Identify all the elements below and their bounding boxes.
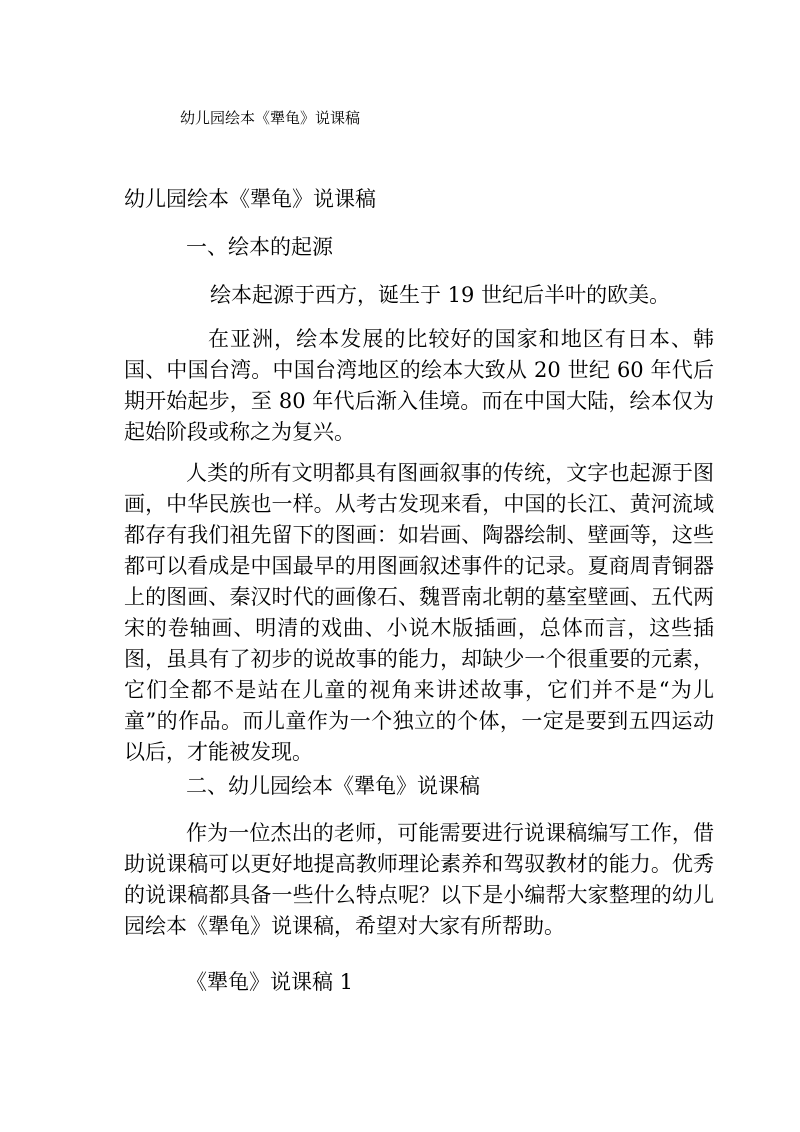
page-header: 幼儿园绘本《犟龟》说课稿 bbox=[180, 109, 361, 127]
lesson-subheading: 《犟龟》说课稿 1 bbox=[186, 970, 354, 994]
paragraph-origin-west: 绘本起源于西方，诞生于 19 世纪后半叶的欧美。 bbox=[210, 283, 671, 307]
document-title: 幼儿园绘本《犟龟》说课稿 bbox=[124, 187, 376, 211]
section-heading-origin: 一、绘本的起源 bbox=[186, 235, 333, 259]
section-heading-lesson: 二、幼儿园绘本《犟龟》说课稿 bbox=[186, 774, 480, 798]
paragraph-asia: 在亚洲，绘本发展的比较好的国家和地区有日本、韩国、中国台湾。中国台湾地区的绘本大致从 20 世纪 60 年代后期开始起步，至 80 年代后渐入佳境。而在中国大陆，绘本仅为起始阶段或称之为复兴。 bbox=[124, 327, 714, 444]
paragraph-history: 人类的所有文明都具有图画叙事的传统，文字也起源于图画，中华民族也一样。从考古发现来看，中国的长江、黄河流域都存有我们祖先留下的图画：如岩画、陶器绘制、壁画等，这些都可以看成是中国最早的用图画叙述事件的记录。夏商周青铜器上的图画、秦汉时代的画像石、魏晋南北朝的墓室壁画、五代两宋的卷轴画、明清的戏曲、小说木版插画，总体而言，这些插图，虽具有了初步的说故事的能力，却缺少一个很重要的元素，它们全都不是站在儿童的视角来讲述故事，它们并不是“为儿童”的作品。而儿童作为一个独立的个体，一定是要到五四运动以后，才能被发现。 bbox=[124, 461, 714, 764]
paragraph-lesson-intro: 作为一位杰出的老师，可能需要进行说课稿编写工作，借助说课稿可以更好地提高教师理论素养和驾驭教材的能力。优秀的说课稿都具备一些什么特点呢？以下是小编帮大家整理的幼儿园绘本《犟龟》说课稿，希望对大家有所帮助。 bbox=[124, 821, 714, 938]
